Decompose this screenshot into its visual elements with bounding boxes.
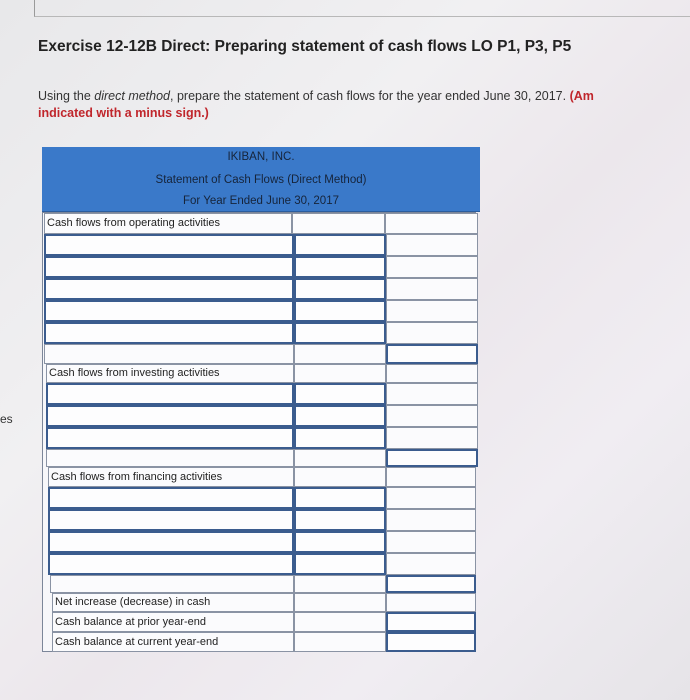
instruction-note: (Am <box>569 89 594 103</box>
operating-desc-input-4[interactable] <box>44 300 294 322</box>
current-balance-col2 <box>294 632 386 652</box>
financing-amount-input-1[interactable] <box>294 487 386 509</box>
net-increase-label: Net increase (decrease) in cash <box>55 596 211 608</box>
financing-col2 <box>294 467 386 487</box>
investing-total-2 <box>386 405 478 427</box>
prior-balance-col2 <box>294 612 386 632</box>
investing-subtotal-amount <box>294 449 386 467</box>
company-name: IKIBAN, INC. <box>227 151 295 163</box>
financing-amount-input-2[interactable] <box>294 509 386 531</box>
instruction-pre: Using the <box>38 89 95 103</box>
investing-total-3 <box>386 427 478 449</box>
investing-desc-input-2[interactable] <box>46 405 294 427</box>
prior-balance-input[interactable] <box>386 612 476 632</box>
investing-total-1 <box>386 383 478 405</box>
financing-subtotal-amount <box>294 575 386 593</box>
investing-amount-input-1[interactable] <box>294 383 386 405</box>
investing-amount-input-2[interactable] <box>294 405 386 427</box>
financing-total-3 <box>386 531 476 553</box>
current-balance-input[interactable] <box>386 632 476 652</box>
instruction-method: direct method <box>94 89 171 103</box>
investing-col2 <box>294 364 386 383</box>
prior-balance-label: Cash balance at prior year-end <box>55 616 207 628</box>
financing-desc-input-1[interactable] <box>48 487 294 509</box>
financing-subtotal-desc <box>50 575 294 593</box>
instructions <box>38 88 690 122</box>
financing-desc-input-4[interactable] <box>48 553 294 575</box>
operating-total-5 <box>386 322 478 344</box>
investing-desc-input-3[interactable] <box>46 427 294 449</box>
operating-amount-input-2[interactable] <box>294 256 386 278</box>
operating-desc-input-3[interactable] <box>44 278 294 300</box>
investing-desc-input-1[interactable] <box>46 383 294 405</box>
operating-total-2 <box>386 256 478 278</box>
operating-desc-input-2[interactable] <box>44 256 294 278</box>
exercise-title: Exercise 12-12B Direct: Preparing statement of cash flows LO P1, P3, P5 <box>38 38 572 55</box>
operating-amount-input-4[interactable] <box>294 300 386 322</box>
investing-col3 <box>386 364 478 383</box>
financing-amount-input-3[interactable] <box>294 531 386 553</box>
operating-label: Cash flows from operating activities <box>47 217 221 229</box>
operating-col2 <box>292 213 385 234</box>
operating-desc-input-1[interactable] <box>44 234 294 256</box>
operating-total-3 <box>386 278 478 300</box>
financing-amount-input-4[interactable] <box>294 553 386 575</box>
instruction-post: , prepare the statement of cash flows for the year ended June 30, 2017. <box>170 89 570 103</box>
operating-col3 <box>385 213 478 234</box>
current-balance-label: Cash balance at current year-end <box>55 636 219 648</box>
operating-total-4 <box>386 300 478 322</box>
statement-header <box>42 147 480 212</box>
net-increase-col3 <box>386 593 476 612</box>
operating-amount-input-1[interactable] <box>294 234 386 256</box>
investing-label: Cash flows from investing activities <box>49 367 220 379</box>
investing-net-input[interactable] <box>386 449 478 467</box>
operating-subtotal-amount <box>294 344 386 364</box>
financing-label: Cash flows from financing activities <box>51 471 223 483</box>
operating-amount-input-5[interactable] <box>294 322 386 344</box>
statement-period: For Year Ended June 30, 2017 <box>182 195 339 207</box>
instruction-line2: indicated with a minus sign.) <box>38 106 209 120</box>
financing-net-input[interactable] <box>386 575 476 593</box>
financing-desc-input-3[interactable] <box>48 531 294 553</box>
net-increase-col2 <box>294 593 386 612</box>
financing-total-4 <box>386 553 476 575</box>
investing-subtotal-desc <box>46 449 294 467</box>
financing-col3 <box>386 467 476 487</box>
top-tab-edge <box>34 0 690 17</box>
financing-total-2 <box>386 509 476 531</box>
operating-amount-input-3[interactable] <box>294 278 386 300</box>
statement-name: Statement of Cash Flows (Direct Method) <box>155 174 367 186</box>
operating-subtotal-desc <box>44 344 294 364</box>
investing-amount-input-3[interactable] <box>294 427 386 449</box>
side-text-fragment: es <box>0 412 13 426</box>
operating-total-1 <box>386 234 478 256</box>
operating-desc-input-5[interactable] <box>44 322 294 344</box>
financing-desc-input-2[interactable] <box>48 509 294 531</box>
operating-net-input[interactable] <box>386 344 478 364</box>
financing-total-1 <box>386 487 476 509</box>
